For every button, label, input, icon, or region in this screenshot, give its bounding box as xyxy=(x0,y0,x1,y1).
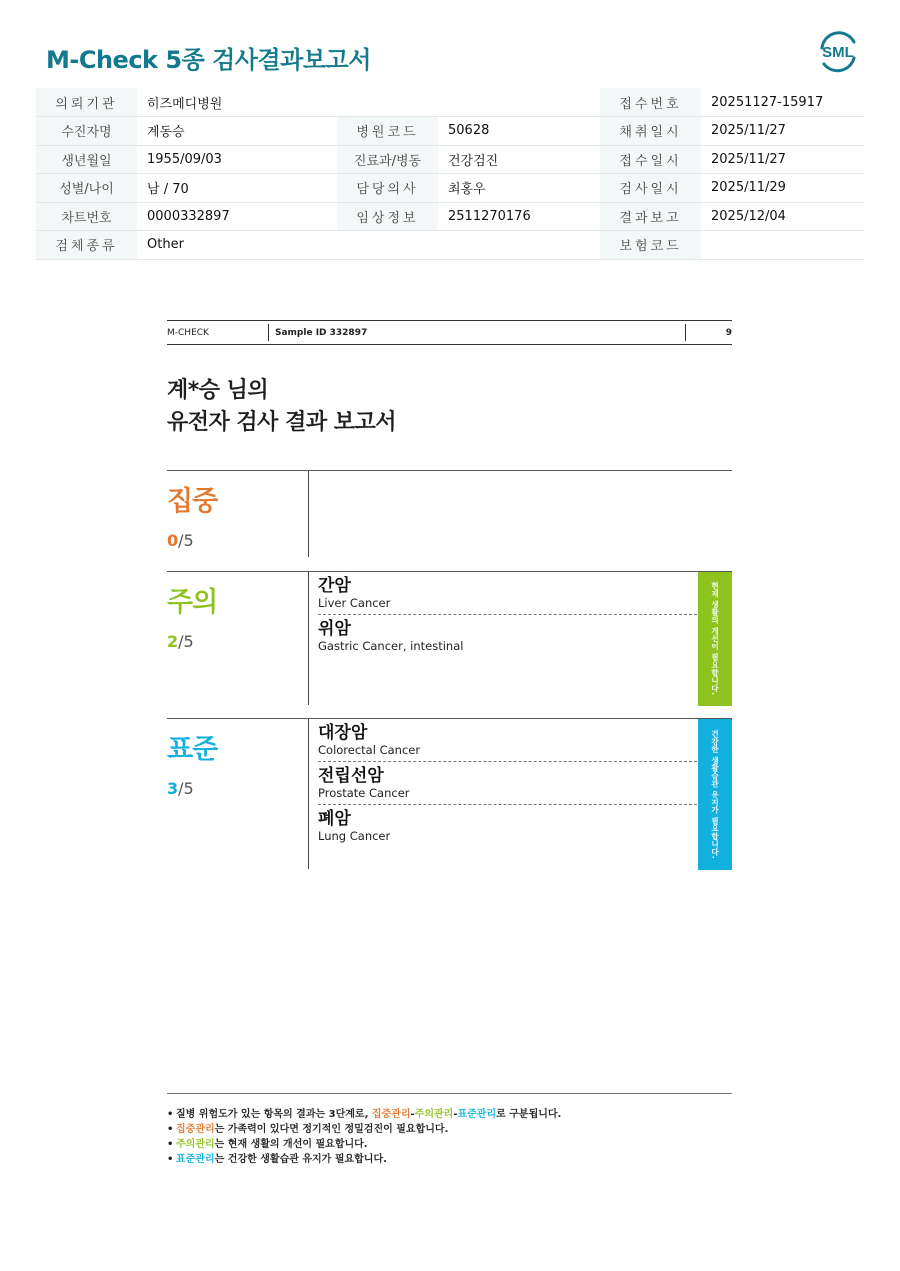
note-caution-label: 주의관리 xyxy=(414,1109,454,1120)
note-text: 로 구분됩니다. xyxy=(496,1109,562,1120)
note-text: 질병 위험도가 있는 항목의 결과는 3단계로, xyxy=(176,1109,372,1120)
page-number: 9 xyxy=(725,328,732,338)
value-insurance-code xyxy=(701,231,864,260)
value-clinical-info: 2511270176 xyxy=(438,202,600,231)
note-line xyxy=(167,1152,732,1167)
section-caution-count xyxy=(167,632,194,651)
section-focus-title: 집중 xyxy=(167,486,218,517)
value-requesting-institution: 히즈메디병원 xyxy=(137,88,600,117)
caution-items xyxy=(318,572,697,658)
item-name-en: Liver Cancer xyxy=(318,596,391,610)
count-total: /5 xyxy=(178,632,194,651)
info-row xyxy=(36,174,864,203)
label-birth-date: 생년월일 xyxy=(36,145,137,174)
label-patient-name: 수진자명 xyxy=(36,117,137,146)
sample-id: Sample ID 332897 xyxy=(275,328,368,338)
value-receipt-date: 2025/11/27 xyxy=(701,145,864,174)
caution-sidebar: 현재 생활의 개선이 필요합니다. xyxy=(698,572,732,706)
section-divider xyxy=(308,471,309,557)
greeting-line-1: 계*승 님의 xyxy=(167,378,269,403)
value-chart-number: 0000332897 xyxy=(137,202,337,231)
item-name-ko: 전립선암 xyxy=(318,766,384,786)
section-standard-count xyxy=(167,779,194,798)
info-row xyxy=(36,231,864,260)
item-name-en: Lung Cancer xyxy=(318,829,391,843)
report-title: M-Check 5종 검사결과보고서 xyxy=(46,46,371,74)
note-dash: - xyxy=(453,1109,458,1120)
label-result-report: 결과보고 xyxy=(600,202,701,231)
note-focus-label: 집중관리 xyxy=(371,1109,411,1120)
count-total: /5 xyxy=(178,531,194,550)
label-specimen-type: 검체종류 xyxy=(36,231,137,260)
label-insurance-code: 보험코드 xyxy=(600,231,701,260)
greeting-line-2: 유전자 검사 결과 보고서 xyxy=(167,410,396,435)
label-receipt-number: 접수번호 xyxy=(600,88,701,117)
value-hospital-code: 50628 xyxy=(438,117,600,146)
report-header-bar xyxy=(167,320,732,345)
info-row xyxy=(36,202,864,231)
count-number: 2 xyxy=(167,632,179,651)
note-text: 는 현재 생활의 개선이 필요합니다. xyxy=(214,1139,368,1150)
label-chart-number: 차트번호 xyxy=(36,202,137,231)
label-sex-age: 성별/나이 xyxy=(36,174,137,203)
note-line xyxy=(167,1122,732,1137)
section-standard xyxy=(167,718,732,869)
value-specimen-type: Other xyxy=(137,231,600,260)
label-requesting-institution: 의뢰기관 xyxy=(36,88,137,117)
value-sex-age: 남 / 70 xyxy=(137,174,337,203)
label-hospital-code: 병원코드 xyxy=(337,117,438,146)
item-name-ko: 간암 xyxy=(318,576,351,596)
list-item xyxy=(318,572,697,615)
item-name-en: Gastric Cancer, intestinal xyxy=(318,639,464,653)
section-divider xyxy=(308,572,309,705)
report-greeting xyxy=(167,375,396,439)
note-caution-label: 주의관리 xyxy=(176,1139,215,1150)
label-collection-date: 채취일시 xyxy=(600,117,701,146)
value-department: 건강검진 xyxy=(438,145,600,174)
note-dash: - xyxy=(410,1109,415,1120)
value-test-date: 2025/11/29 xyxy=(701,174,864,203)
count-number: 3 xyxy=(167,779,179,798)
sml-logo xyxy=(814,28,862,76)
list-item xyxy=(318,762,697,805)
label-receipt-date: 접수일시 xyxy=(600,145,701,174)
count-number: 0 xyxy=(167,531,179,550)
section-focus-count xyxy=(167,531,194,550)
label-test-date: 검사일시 xyxy=(600,174,701,203)
note-text: 는 가족력이 있다면 정기적인 정밀검진이 필요합니다. xyxy=(214,1124,449,1135)
value-collection-date: 2025/11/27 xyxy=(701,117,864,146)
note-standard-label: 표준관리 xyxy=(176,1154,215,1165)
header-divider xyxy=(268,324,269,341)
note-line xyxy=(167,1107,732,1122)
value-receipt-number: 20251127-15917 xyxy=(701,88,864,117)
section-focus xyxy=(167,470,732,557)
label-clinical-info: 임상정보 xyxy=(337,202,438,231)
list-item xyxy=(318,615,697,658)
info-row xyxy=(36,117,864,146)
logo-text: SML xyxy=(822,44,854,61)
info-row xyxy=(36,145,864,174)
item-name-en: Prostate Cancer xyxy=(318,786,410,800)
list-item xyxy=(318,805,697,848)
section-standard-title: 표준 xyxy=(167,734,218,765)
value-patient-name: 계동승 xyxy=(137,117,337,146)
label-doctor: 담당의사 xyxy=(337,174,438,203)
report-notes xyxy=(167,1093,732,1167)
report-brand: M-CHECK xyxy=(167,328,209,338)
value-birth-date: 1955/09/03 xyxy=(137,145,337,174)
standard-items xyxy=(318,719,697,848)
list-item xyxy=(318,719,697,762)
standard-sidebar: 건강한 생활습관 유지가 필요합니다. xyxy=(698,719,732,870)
patient-info-table xyxy=(36,88,864,260)
item-name-ko: 위암 xyxy=(318,619,351,639)
note-standard-label: 표준관리 xyxy=(457,1109,497,1120)
item-name-en: Colorectal Cancer xyxy=(318,743,421,757)
section-caution xyxy=(167,571,732,705)
info-row xyxy=(36,88,864,117)
note-text: 는 건강한 생활습관 유지가 필요합니다. xyxy=(214,1154,387,1165)
header-divider xyxy=(685,324,686,341)
value-doctor: 최홍우 xyxy=(438,174,600,203)
section-divider xyxy=(308,719,309,869)
note-line xyxy=(167,1137,732,1152)
section-caution-title: 주의 xyxy=(167,587,218,618)
note-focus-label: 집중관리 xyxy=(176,1124,215,1135)
count-total: /5 xyxy=(178,779,194,798)
label-department: 진료과/병동 xyxy=(337,145,438,174)
value-result-report: 2025/12/04 xyxy=(701,202,864,231)
item-name-ko: 폐암 xyxy=(318,809,351,829)
item-name-ko: 대장암 xyxy=(318,723,368,743)
